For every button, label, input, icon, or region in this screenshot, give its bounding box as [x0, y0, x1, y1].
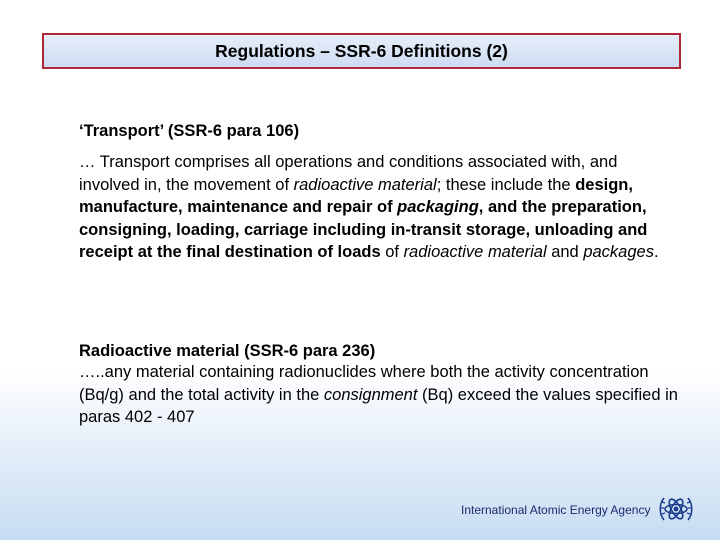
text-run: . — [653, 243, 659, 261]
text-run: … Transport comprises all operations and conditions associated with, and involved in, the movement of — [79, 153, 618, 194]
radioactive-material-definition — [79, 341, 679, 429]
text-run: consignment — [323, 385, 418, 404]
text-run: packaging — [397, 198, 479, 216]
text-run: packages — [583, 243, 654, 261]
text-run: , and the preparation, consigning, loading, carriage including in-transit storage, unloading and receipt at the final destination of loads — [79, 198, 648, 261]
transport-definition — [79, 121, 679, 264]
slide-title: Regulations – SSR-6 Definitions (2) — [215, 40, 508, 61]
radioactive-material-body — [79, 361, 679, 429]
text-run: ; these include the — [436, 175, 576, 194]
text-run: …..any material containing radionuclides where both the activity concentration (Bq/g) and the total activity in the — [79, 363, 649, 404]
text-run: and — [546, 243, 584, 261]
transport-body — [79, 151, 679, 264]
iaea-logo-icon — [656, 490, 696, 530]
text-run: of — [380, 243, 404, 261]
text-run: design, manufacture, maintenance and repair of — [79, 175, 633, 216]
slide-title-box — [42, 33, 681, 69]
text-run: radioactive material — [403, 243, 547, 261]
transport-heading: ‘Transport’ (SSR-6 para 106) — [79, 122, 300, 140]
radioactive-material-heading: Radioactive material (SSR-6 para 236) — [79, 342, 376, 360]
footer-agency-name: International Atomic Energy Agency — [461, 503, 651, 517]
text-run: (Bq) exceed the values specified in paras 402 - 407 — [79, 385, 678, 426]
text-run: radioactive material — [293, 175, 437, 194]
